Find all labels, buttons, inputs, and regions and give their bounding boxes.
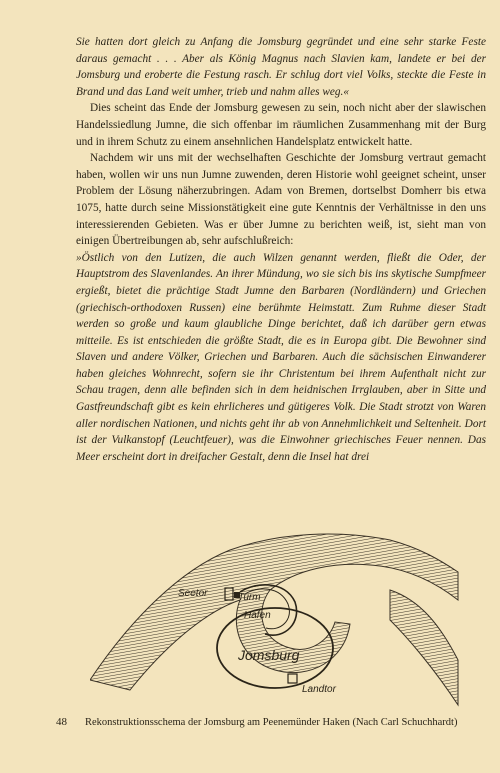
land-right xyxy=(390,590,458,705)
label-jomsburg: Jomsburg xyxy=(238,647,300,663)
label-landtor: Landtor xyxy=(302,684,336,695)
label-seetor: Seetor xyxy=(178,588,208,599)
label-turm: Turm xyxy=(238,592,261,603)
landtor-marker xyxy=(288,674,297,683)
paragraph-quote-adam: »Östlich von den Lutizen, die auch Wilzen genannt werden, fließt die Oder, der Hauptstrom des Slavenlandes. An ihrer Mündung, wo sie sich bis ins skytische Sumpfmeer ergießt, bietet die prächtige Stadt Jumne den Barbaren (Nordländern) und Griechen (griechisch-orthodoxen Russen) eine berühmte Heimstatt. Zum Ruhme dieser Stadt werden so große und kaum glaubliche Dinge berichtet, daß ich darüber gern etwas mitteile. Es ist entschieden die größte Stadt, die es in Europa gibt. Die Bewohner sind Slaven und andere Völker, Griechen und Barbaren. Auch die sächsischen Einwanderer haben gleiches Wohnrecht, sofern sie ihr Christentum bei ihrem Aufenthalt nicht zur Schau tragen, denn alle befinden sich in dem heidnischen Irrglauben, aber in Sitte und Gastfreundschaft gibt es kein ehrlicheres und gütigeres Volk. Die Stadt strotzt von Waren aller nordischen Nationen, und nichts geht ihr ab von Annehmlichkeit und Seltenheit. Dort ist der Vulkanstopf (Leuchtfeuer), was die Einwohner griechisches Feuer nennen. Das Meer erscheint dort in dreifacher Gestalt, denn die Insel hat drei xyxy=(76,251,486,463)
paragraph: Dies scheint das Ende der Jomsburg gewesen zu sein, noch nicht aber der slawischen Handelssiedlung Jumne, die sich offenbar im räumlichen Zusammenhang mit der Burg und in ihrem Schutz zu einem ansehnlichen Handelsplatz entwickelt hatte. xyxy=(76,102,486,148)
paragraph: Nachdem wir uns mit der wechselhaften Geschichte der Jomsburg vertraut gemacht haben, wollen wir uns nun Jumne zuwenden, deren Historie wohl geeignet scheint, unser Problem der Lösung näherzubringen. Adam von Bremen, dortselbst Domherr bis etwa 1075, hatte durch seine Missionstätigkeit eine gute Kenntnis der Verhältnisse in den uns interessierenden Gebieten. Was er über Jumne zu berichten weiß, ist, sieht man von einigen Übertreibungen ab, sehr aufschlußreich: xyxy=(76,152,486,248)
body-text xyxy=(76,34,486,465)
label-hafen: Hafen xyxy=(244,610,271,621)
paragraph-quote-end: Sie hatten dort gleich zu Anfang die Jomsburg gegründet und eine sehr starke Feste daraus gemacht . . . Aber als König Magnus nach Slavien kam, landete er bei der Jomsburg und eroberte die Festung rasch. Er schlug dort viel Volks, steckte die Feste in Brand und das Land weit umher, trieb und nahm alles weg.« xyxy=(76,36,486,98)
diagram-svg xyxy=(90,530,460,710)
page-footer xyxy=(56,716,496,728)
page-number: 48 xyxy=(56,716,67,728)
figure-caption: Rekonstruktionsschema der Jomsburg am Peenemünder Haken (Nach Carl Schuchhardt) xyxy=(85,717,458,728)
jomsburg-diagram xyxy=(90,530,460,710)
